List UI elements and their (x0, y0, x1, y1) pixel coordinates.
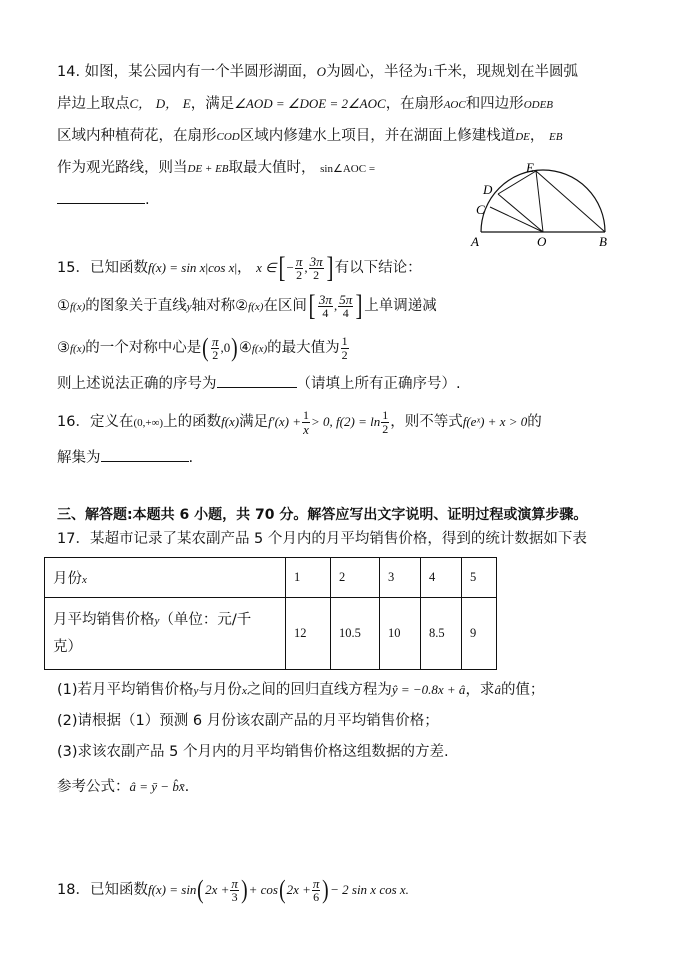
q17-intro: 17．某超市记录了某农副产品 5 个月内的月平均销售价格，得到的统计数据如下表 (57, 531, 587, 547)
q15-line2: ①f(x)的图象关于直线y轴对称②f(x)在区间[ $\frac{3\pi}{4}$ , $\frac{5\pi}{4}$ ] 上单调递减 (57, 289, 437, 322)
q14-line4: 作为观光路线，则当DE + EB取最大值时， sin∠AOC = (57, 160, 376, 176)
q16-line1: 16．定义在(0,+∞)上的函数f(x)满足f′(x) + $\frac{1}{x}$ > 0, f(2) = ln $\frac{1}{2}$ ，则不等式f(eˣ) + x > 0的 (57, 407, 542, 437)
label-c: C (476, 202, 485, 217)
q14-line1: 14. 如图，某公园内有一个半圆形湖面，O为圆心，半径为1千米，现规划在半圆弧 (57, 64, 579, 80)
table-cell: 8.5 (421, 598, 462, 670)
table-cell: 4 (421, 558, 462, 598)
table-cell: 10.5 (331, 598, 380, 670)
q15-line1: 15．已知函数f(x) = sin x|cos x|， x ∈[ − $\frac{\pi}{2}$ , $\frac{3\pi}{2}$ ] 有以下结论： (57, 251, 422, 284)
label-d: D (483, 182, 493, 197)
q16-answer-blank[interactable] (101, 461, 189, 462)
table-row-price (45, 598, 497, 670)
q17-part3: (3)求该农副产品 5 个月内的月平均销售价格这组数据的方差. (57, 744, 449, 760)
label-e: E (526, 160, 534, 175)
q16-line2: 解集为 . (57, 450, 194, 466)
q17-part1: (1)若月平均销售价格y与月份x之间的回归直线方程为ŷ = −0.8x + â，求â的值； (57, 682, 545, 698)
table-cell: 9 (462, 598, 497, 670)
section3-title: 三、解答题:本题共 6 小题，共 70 分。解答应写出文字说明、证明过程或演算步骤。 (57, 507, 588, 523)
table-header-month: 月份x (45, 558, 286, 598)
price-table (44, 557, 497, 670)
table-cell: 2 (331, 558, 380, 598)
segment-oc (490, 207, 543, 232)
table-row-month (45, 558, 497, 598)
segment-oe (536, 171, 543, 232)
q15-answer-blank[interactable] (217, 387, 297, 388)
q17-part2: (2)请根据（1）预测 6 月份该农副产品的月平均销售价格； (57, 713, 439, 729)
q15-line4: 则上述说法正确的序号为 （请填上所有正确序号）. (57, 376, 461, 392)
segment-eb (536, 171, 605, 232)
label-b: B (599, 234, 607, 249)
label-a: A (471, 234, 479, 249)
q14-line5: . (57, 190, 150, 210)
q17-reference-formula: 参考公式：â = ȳ − b̂x̄. (57, 779, 190, 795)
q18-line1: 18．已知函数f(x) = sin(2x + $\frac{\pi}{3}$ )+ cos(2x + $\frac{\pi}{6}$ )− 2 sin x cos x. (57, 875, 409, 904)
q15-line3: ③f(x)的一个对称中心是( $\frac{\pi}{2}$ ,0)④f(x)的最大值为 $\frac{1}{2}$ (57, 333, 348, 362)
table-cell: 10 (380, 598, 421, 670)
semicircle-figure (466, 160, 616, 254)
table-cell: 5 (462, 558, 497, 598)
q14-line2: 岸边上取点C， D， E，满足∠AOD = ∠DOE = 2∠AOC，在扇形AOC和四边形ODEB (57, 96, 554, 112)
semicircle-arc (481, 170, 605, 232)
table-header-price: 月平均销售价格y（单位：元/千 克） (45, 598, 286, 670)
table-cell: 12 (286, 598, 331, 670)
segment-od (498, 194, 543, 232)
q14-line3: 区域内种植荷花，在扇形COD区域内修建水上项目，并在湖面上修建栈道DE， EB (57, 128, 563, 144)
q14-answer-blank[interactable] (57, 203, 145, 204)
label-o: O (537, 234, 547, 249)
table-cell: 3 (380, 558, 421, 598)
table-cell: 1 (286, 558, 331, 598)
